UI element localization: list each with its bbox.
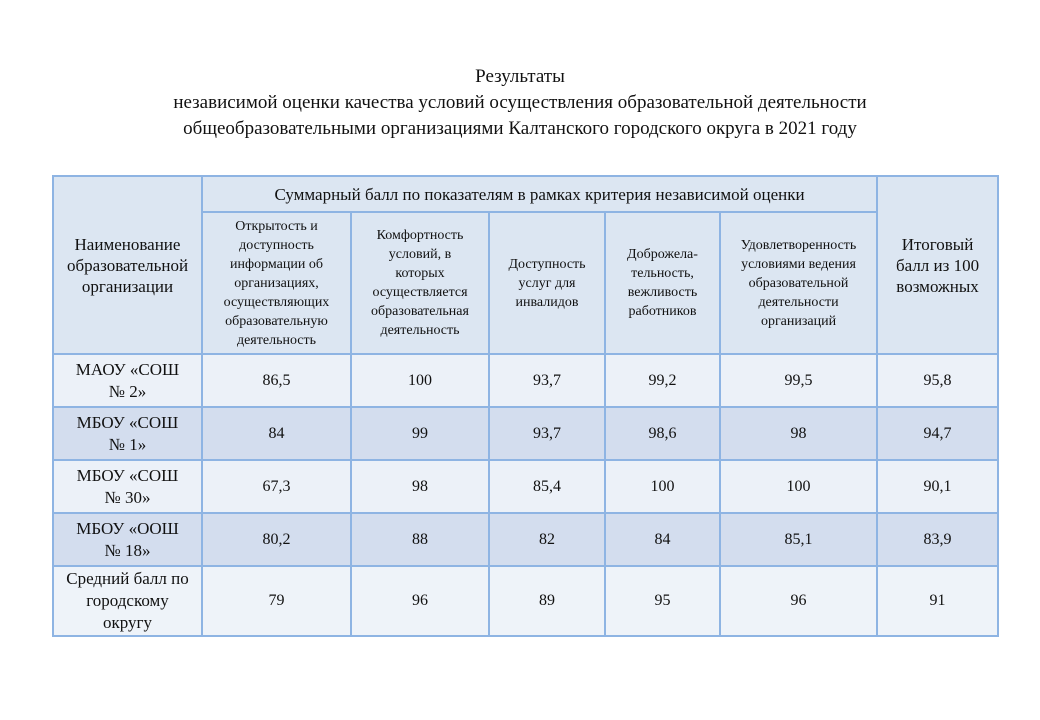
score-cell: 84 (202, 407, 351, 460)
org-name-cell: МБОУ «ООШ № 18» (53, 513, 202, 566)
score-cell: 67,3 (202, 460, 351, 513)
table-row (53, 354, 998, 407)
score-cell: 89 (489, 566, 605, 636)
header-criterion-accessibility: Доступность услуг для инвалидов (489, 212, 605, 354)
header-criteria-group: Суммарный балл по показателям в рамках критерия независимой оценки (202, 176, 877, 212)
org-name-cell: МБОУ «СОШ № 1» (53, 407, 202, 460)
score-cell: 85,1 (720, 513, 877, 566)
score-cell: 95 (605, 566, 720, 636)
score-cell: 79 (202, 566, 351, 636)
header-criterion-politeness: Доброжела-тельность, вежливость работников (605, 212, 720, 354)
title-line-1: Результаты (475, 66, 565, 87)
score-cell: 96 (720, 566, 877, 636)
total-score-cell: 95,8 (877, 354, 998, 407)
header-org-name: Наименование образовательной организации (53, 176, 202, 354)
score-cell: 99,5 (720, 354, 877, 407)
title-line-3: общеобразовательными организациями Калтанского городского округа в 2021 году (183, 118, 857, 139)
table-row (53, 407, 998, 460)
results-table (52, 175, 999, 637)
average-label-cell: Средний балл по городскому округу (53, 566, 202, 636)
score-cell: 99,2 (605, 354, 720, 407)
total-score-cell: 83,9 (877, 513, 998, 566)
header-total-score: Итоговый балл из 100 возможных (877, 176, 998, 354)
table-row (53, 460, 998, 513)
total-score-cell: 90,1 (877, 460, 998, 513)
score-cell: 100 (720, 460, 877, 513)
title-line-2: независимой оценки качества условий осуществления образовательной деятельности (173, 92, 867, 113)
table-row-average (53, 566, 998, 636)
org-name-cell: МАОУ «СОШ № 2» (53, 354, 202, 407)
score-cell: 98 (720, 407, 877, 460)
score-cell: 100 (605, 460, 720, 513)
score-cell: 100 (351, 354, 489, 407)
score-cell: 98,6 (605, 407, 720, 460)
score-cell: 99 (351, 407, 489, 460)
header-criterion-satisfaction: Удовлетворенность условиями ведения образовательной деятельности организаций (720, 212, 877, 354)
score-cell: 85,4 (489, 460, 605, 513)
score-cell: 98 (351, 460, 489, 513)
table-row (53, 513, 998, 566)
score-cell: 96 (351, 566, 489, 636)
score-cell: 86,5 (202, 354, 351, 407)
score-cell: 93,7 (489, 407, 605, 460)
score-cell: 80,2 (202, 513, 351, 566)
org-name-cell: МБОУ «СОШ № 30» (53, 460, 202, 513)
header-criterion-comfort: Комфортность условий, в которых осуществляется образовательная деятельность (351, 212, 489, 354)
total-score-cell: 94,7 (877, 407, 998, 460)
score-cell: 84 (605, 513, 720, 566)
header-criterion-openness: Открытость и доступность информации об организациях, осуществляющих образовательную деятельность (202, 212, 351, 354)
score-cell: 88 (351, 513, 489, 566)
document-title (0, 64, 1040, 142)
score-cell: 82 (489, 513, 605, 566)
score-cell: 93,7 (489, 354, 605, 407)
total-score-cell: 91 (877, 566, 998, 636)
header-row-1 (53, 176, 998, 212)
